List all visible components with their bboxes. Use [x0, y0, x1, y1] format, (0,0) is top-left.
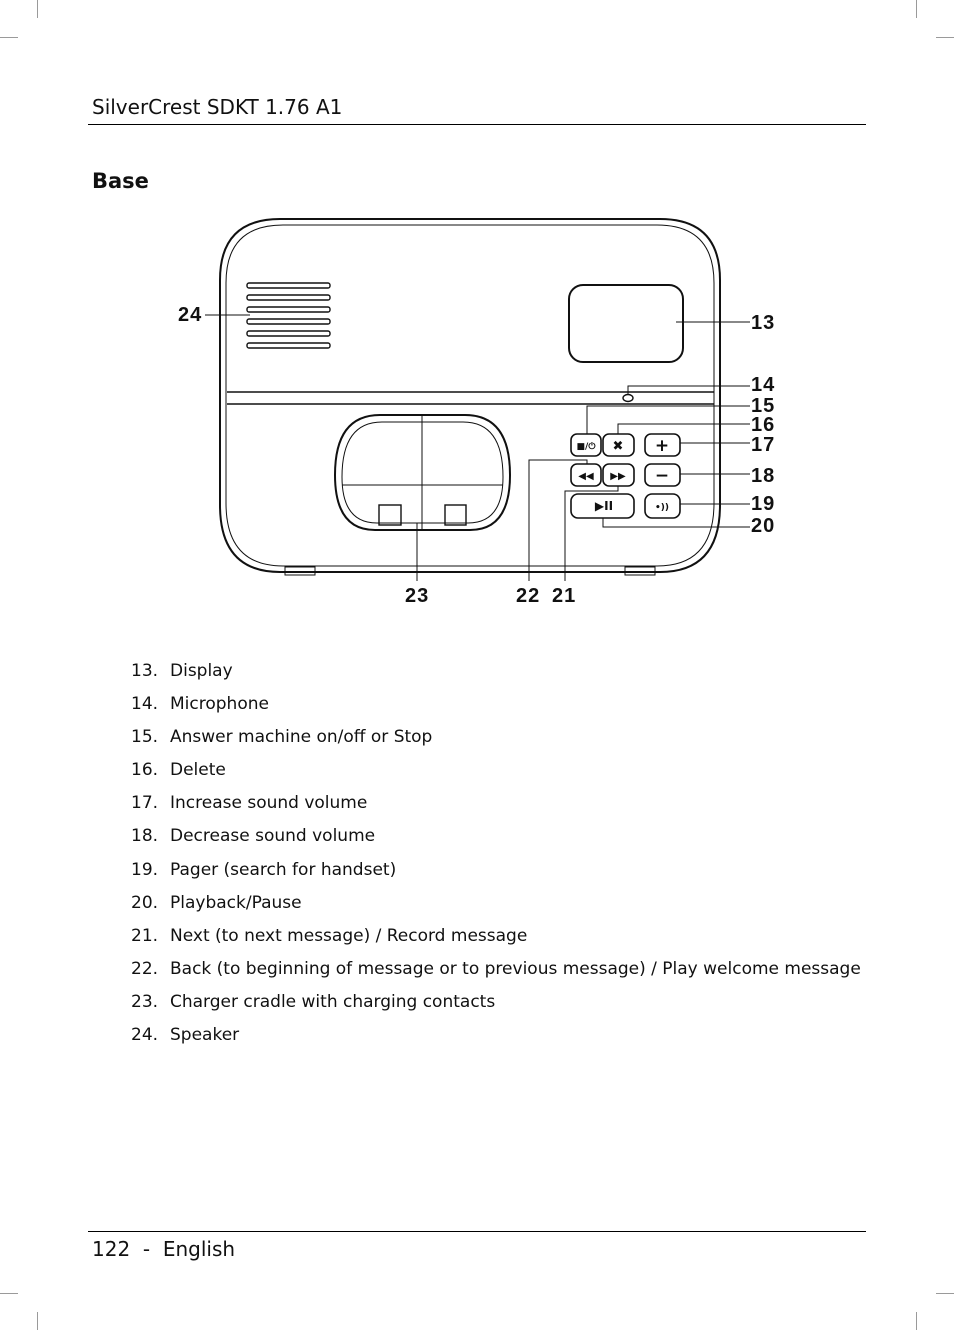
parts-list [131, 661, 861, 1058]
crop-mark [37, 1312, 38, 1330]
list-item [131, 694, 861, 727]
pager-button [645, 494, 680, 518]
item-number: 15. [131, 727, 159, 748]
crop-mark [916, 1312, 917, 1330]
list-item [131, 926, 861, 959]
svg-text:•)): •)) [655, 503, 669, 513]
callout-15: 15 [751, 395, 776, 417]
item-label: Speaker [170, 1025, 240, 1046]
list-item [131, 727, 861, 760]
list-item [131, 893, 861, 926]
callout-24: 24 [178, 304, 203, 326]
list-item [131, 992, 861, 1025]
header-title: SilverCrest SDKT 1.76 A1 [92, 95, 343, 119]
display-window [569, 285, 683, 362]
next-button [603, 464, 634, 486]
crop-mark [37, 0, 38, 18]
item-label: Answer machine on/off or Stop [170, 727, 433, 748]
callout-23: 23 [405, 585, 430, 607]
item-number: 13. [131, 661, 159, 681]
item-number: 16. [131, 760, 159, 781]
stop-power-button [571, 434, 601, 456]
item-number: 20. [131, 892, 159, 913]
svg-text:−: − [654, 466, 670, 486]
footer [92, 1237, 235, 1261]
section-heading: Base [92, 169, 149, 193]
svg-text:■/⏻: ■/⏻ [576, 442, 596, 452]
list-item [131, 760, 861, 793]
list-item [131, 959, 861, 992]
footer-separator: - [142, 1237, 151, 1261]
base-station-diagram [0, 205, 954, 620]
volume-down-button [645, 464, 680, 486]
speaker-grille [247, 283, 330, 348]
item-label: Pager (search for handset) [170, 859, 397, 880]
page-number: 122 [92, 1237, 131, 1261]
back-button [571, 464, 601, 486]
svg-text:▶II: ▶II [594, 499, 614, 513]
svg-text:▶▶: ▶▶ [610, 471, 626, 482]
volume-up-button [645, 434, 680, 456]
list-item [131, 1025, 861, 1058]
list-item [131, 793, 861, 826]
callout-18: 18 [751, 465, 776, 487]
item-number: 14. [131, 694, 159, 715]
item-label: Charger cradle with charging contacts [170, 991, 496, 1012]
charger-cradle [335, 415, 510, 530]
callout-19: 19 [751, 493, 776, 515]
item-label: Next (to next message) / Record message [170, 925, 528, 946]
crop-mark [916, 0, 917, 18]
crop-mark [936, 37, 954, 38]
item-label: Display [170, 661, 233, 681]
callout-20: 20 [751, 515, 776, 537]
svg-text:+: + [654, 436, 670, 456]
item-number: 18. [131, 826, 159, 847]
footer-language: English [162, 1237, 236, 1261]
item-label: Decrease sound volume [170, 826, 376, 847]
svg-text:◀◀: ◀◀ [578, 471, 594, 482]
microphone-hole [623, 395, 633, 402]
base-housing [220, 219, 720, 575]
item-number: 22. [131, 958, 159, 979]
callout-21: 21 [552, 585, 577, 607]
item-label: Delete [170, 760, 226, 781]
item-label: Back (to beginning of message or to previous message) / Play welcome message [170, 958, 861, 979]
item-number: 23. [131, 991, 159, 1012]
item-label: Playback/Pause [170, 892, 302, 913]
callout-17: 17 [751, 434, 776, 456]
callout-16: 16 [751, 414, 776, 436]
delete-button [603, 434, 634, 456]
crop-mark [936, 1293, 954, 1294]
crop-mark [0, 1293, 18, 1294]
footer-rule [88, 1231, 866, 1232]
item-number: 17. [131, 793, 159, 814]
item-number: 19. [131, 859, 159, 880]
callout-22: 22 [516, 585, 541, 607]
list-item [131, 826, 861, 859]
item-label: Microphone [170, 694, 269, 715]
callout-14: 14 [751, 374, 776, 396]
item-number: 21. [131, 925, 159, 946]
crop-mark [0, 37, 18, 38]
list-item [131, 661, 861, 694]
list-item [131, 860, 861, 893]
callout-13: 13 [751, 312, 776, 334]
svg-text:✖: ✖ [612, 439, 624, 454]
play-pause-button [571, 494, 634, 518]
item-label: Increase sound volume [170, 793, 368, 814]
item-number: 24. [131, 1025, 159, 1046]
header-rule [88, 124, 866, 125]
